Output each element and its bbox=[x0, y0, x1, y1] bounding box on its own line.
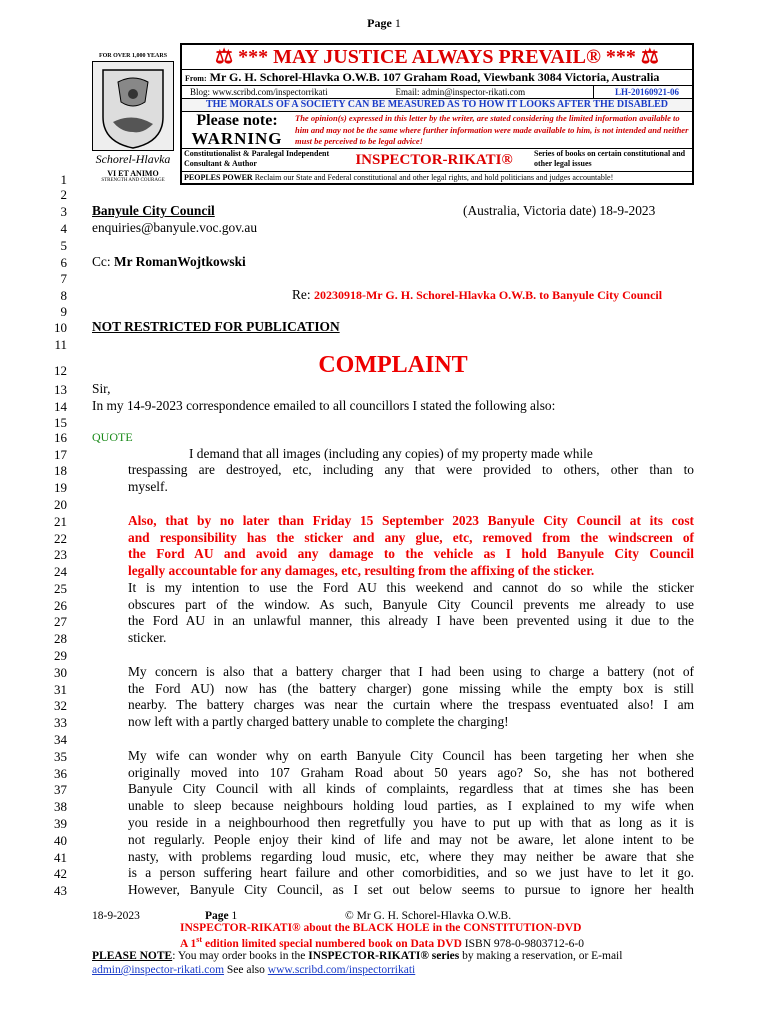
re-line bbox=[292, 287, 662, 303]
footer-book-line: INSPECTOR-RIKATI® about the BLACK HOLE in the CONSTITUTION-DVD bbox=[180, 922, 582, 934]
please-note: Please note: bbox=[196, 112, 278, 129]
logo-brand: Schorel-Hlavka bbox=[95, 152, 171, 166]
banner-stars-left: *** bbox=[238, 46, 269, 68]
quote-line-19: myself. bbox=[128, 479, 168, 494]
complaint-heading: COMPLAINT bbox=[318, 352, 468, 378]
page-label: Page bbox=[367, 16, 392, 30]
reference-code: LH-20160921-06 bbox=[593, 86, 692, 98]
line-number: 38 bbox=[54, 799, 67, 814]
line-number: 1 bbox=[60, 172, 67, 187]
footer-copyright: © Mr G. H. Schorel-Hlavka O.W.B. bbox=[345, 910, 512, 922]
footer-date: 18-9-2023 bbox=[92, 910, 140, 922]
line-number: 30 bbox=[54, 665, 67, 680]
body-line-37: Banyule City Council with all kinds of complaints, regardless that at times she has been bbox=[128, 781, 694, 796]
line-number: 14 bbox=[54, 399, 67, 414]
edition-b: edition limited special numbered book on Data DVD bbox=[202, 937, 462, 950]
re-text: 20230918-Mr G. H. Schorel-Hlavka O.W.B. to Banyule City Council bbox=[313, 288, 663, 302]
footer-email-link[interactable]: admin@inspector-rikati.com bbox=[92, 964, 225, 976]
footer-note bbox=[92, 950, 622, 962]
coat-of-arms-icon bbox=[92, 61, 174, 151]
footer-page-number: 1 bbox=[231, 910, 238, 922]
intro-line: In my 14-9-2023 correspondence emailed to all councillors I stated the following also: bbox=[92, 398, 556, 413]
footer-edition bbox=[180, 935, 584, 950]
series-text: Series of books on certain constitutional and other legal issues bbox=[534, 149, 686, 168]
banner-from-row bbox=[182, 70, 692, 86]
logo-top-text: FOR OVER 1,000 YEARS bbox=[98, 53, 168, 59]
banner-title: MAY JUSTICE ALWAYS PREVAIL bbox=[273, 46, 586, 68]
logo bbox=[90, 53, 176, 185]
logo-motto-sub: STRENGTH AND COURAGE bbox=[101, 178, 165, 183]
line-number: 2 bbox=[60, 187, 67, 202]
letter-date: (Australia, Victoria date) 18-9-2023 bbox=[463, 203, 656, 218]
salutation: Sir, bbox=[92, 381, 111, 396]
line-number: 37 bbox=[54, 782, 67, 797]
warning-row bbox=[182, 112, 692, 149]
line-number: 11 bbox=[54, 337, 67, 352]
line-number: 10 bbox=[54, 320, 67, 335]
line-number: 29 bbox=[54, 648, 67, 663]
line-number: 7 bbox=[60, 271, 67, 286]
line-number: 8 bbox=[60, 288, 67, 303]
morals-statement: THE MORALS OF A SOCIETY CAN BE MEASURED AS TO HOW IT LOOKS AFTER THE DISABLED bbox=[182, 99, 692, 112]
body-line-27: the Ford AU in an unlawful manner, this already I have been prevented using it due to the bbox=[128, 613, 694, 628]
line-number: 41 bbox=[54, 850, 67, 865]
edition-a: A 1 bbox=[180, 937, 197, 950]
line-number: 43 bbox=[54, 883, 67, 898]
quote-label: QUOTE bbox=[92, 430, 133, 444]
line-number: 32 bbox=[54, 698, 67, 713]
note-series: INSPECTOR-RIKATI® series bbox=[308, 950, 460, 962]
line-number: 13 bbox=[54, 382, 67, 397]
note-see: See also bbox=[224, 964, 268, 976]
body-line-31: the Ford AU) now has (the battery charger) gone missing while the empty box is still bbox=[128, 681, 694, 696]
body-line-26: obscures part of the window. As such, Banyule City Council prevents me already to use bbox=[128, 597, 694, 612]
body-line-35: My wife can wonder why on earth Banyule City Council has been targeting her when she bbox=[128, 748, 694, 763]
recipient-email[interactable]: enquiries@banyule.voc.gov.au bbox=[92, 220, 258, 235]
body-line-36: originally moved into 107 Graham Road about 50 years ago? So, she has not bothered bbox=[128, 765, 694, 780]
line-number: 12 bbox=[54, 363, 67, 378]
banner-stars-right: *** bbox=[605, 46, 636, 68]
brand-name: INSPECTOR-RIKATI® bbox=[355, 152, 513, 168]
line-number: 9 bbox=[60, 304, 67, 319]
banner-title-row bbox=[182, 45, 692, 70]
restriction-notice: NOT RESTRICTED FOR PUBLICATION bbox=[92, 319, 340, 334]
demand-line-23: the Ford AU and avoid any damage to the vehicle as I hold Banyule City Council bbox=[128, 546, 694, 561]
page-header bbox=[0, 16, 768, 31]
body-line-39: you reside in a neighbourhood then regretfully you have to put up with that as long as it is bbox=[128, 815, 694, 830]
body-line-40: not regularly. People enjoy their kind of life and may not be aware, let alone intent to be bbox=[128, 832, 694, 847]
body-line-38: unable to sleep because neighbours holding loud parties, as I explained to my wife when bbox=[128, 798, 694, 813]
body-line-43: However, Banyule City Council, as I set out below seems to pursue to ignore her health bbox=[128, 882, 694, 897]
line-number: 18 bbox=[54, 463, 67, 478]
warning-label: WARNING bbox=[191, 129, 283, 148]
line-number: 3 bbox=[60, 204, 67, 219]
line-number: 27 bbox=[54, 614, 67, 629]
line-number: 33 bbox=[54, 715, 67, 730]
line-number: 17 bbox=[54, 447, 67, 462]
logo-motto: VI ET ANIMO bbox=[107, 169, 159, 178]
line-number: 19 bbox=[54, 480, 67, 495]
line-number: 20 bbox=[54, 497, 67, 512]
cc-line bbox=[92, 254, 246, 270]
line-number: 23 bbox=[54, 547, 67, 562]
from-text: Mr G. H. Schorel-Hlavka O.W.B. 107 Graham Road, Viewbank 3084 Victoria, Australia bbox=[209, 70, 660, 84]
line-number: 42 bbox=[54, 866, 67, 881]
body-line-25: It is my intention to use the Ford AU this weekend and cannot do so while the sticker bbox=[128, 580, 694, 595]
body-line-30: My concern is also that a battery charger that I had been using to charge a battery (not of bbox=[128, 664, 694, 679]
line-number: 21 bbox=[54, 514, 67, 529]
quote-line-17: I demand that all images (including any copies) of my property made while bbox=[189, 446, 593, 461]
recipient: Banyule City Council bbox=[92, 203, 215, 218]
peoples-power-row bbox=[182, 172, 692, 184]
cc-label: Cc: bbox=[92, 254, 111, 269]
peoples-power-label: PEOPLES POWER bbox=[184, 173, 253, 182]
line-number: 6 bbox=[60, 255, 67, 270]
body-line-32: nearby. The battery charges was near the curtain where the trespass eventuated also! I am bbox=[128, 697, 694, 712]
line-number: 25 bbox=[54, 581, 67, 596]
scales-icon: ⚖ bbox=[215, 46, 234, 68]
line-number: 4 bbox=[60, 221, 67, 236]
banner-title-mark: ® bbox=[585, 46, 601, 68]
scales-icon: ⚖ bbox=[640, 46, 659, 68]
note-label: PLEASE NOTE bbox=[92, 950, 173, 962]
demand-line-22: and responsibility has the sticker and any glue, etc, removed from the windscreen of bbox=[128, 530, 694, 545]
footer-links bbox=[92, 964, 415, 976]
from-label: From: bbox=[185, 74, 207, 83]
body-line-42: is a person suffering heart failure and other comorbidities, and so we just have to let it go. bbox=[128, 865, 694, 880]
letterhead-banner bbox=[180, 43, 694, 185]
note-b: by making a reservation, or E-mail bbox=[459, 950, 623, 962]
footer-url-link[interactable]: www.scribd.com/inspectorrikati bbox=[267, 964, 416, 976]
cc-name: Mr RomanWojtkowski bbox=[113, 254, 246, 269]
line-number: 36 bbox=[54, 766, 67, 781]
re-label: Re: bbox=[292, 287, 311, 302]
line-number: 35 bbox=[54, 749, 67, 764]
line-number: 5 bbox=[60, 238, 67, 253]
line-number: 28 bbox=[54, 631, 67, 646]
demand-line-21: Also, that by no later than Friday 15 September 2023 Banyule City Council at its cost bbox=[128, 513, 694, 528]
blog-link[interactable]: Blog: www.scribd.com/inspectorrikati bbox=[190, 87, 328, 97]
line-number: 24 bbox=[54, 564, 67, 579]
footer-page-label: Page bbox=[205, 910, 229, 922]
isbn: ISBN 978-0-9803712-6-0 bbox=[464, 937, 584, 950]
banner-contact-row bbox=[182, 86, 692, 99]
note-a: : You may order books in the bbox=[172, 950, 309, 962]
line-number: 26 bbox=[54, 598, 67, 613]
body-line-28: sticker. bbox=[128, 630, 167, 645]
peoples-power-text: Reclaim our State and Federal constitutional and other legal rights, and hold politicians and judges accountable! bbox=[254, 173, 614, 182]
quote-line-18: trespassing are destroyed, etc, including any that were provided to others, other than to bbox=[128, 462, 694, 477]
line-number: 34 bbox=[54, 732, 67, 747]
brand-row bbox=[182, 149, 692, 172]
disclaimer: The opinion(s) expressed in this letter by the writer, are stated considering the limited information available to him and may not be the same where further information were made available to him, is not intended and neither must be perceived to be legal advice! bbox=[295, 113, 689, 146]
line-number: 16 bbox=[54, 430, 67, 445]
line-number: 15 bbox=[54, 415, 67, 430]
demand-line-24: legally accountable for any damages, etc, resulting from the affixing of the sticker. bbox=[128, 563, 595, 578]
constitutionalist-text: Constitutionalist & Paralegal Independent Consultant & Author bbox=[184, 149, 330, 168]
warning-box bbox=[182, 112, 292, 148]
line-number: 40 bbox=[54, 833, 67, 848]
body-line-33: now left with a partly charged battery unable to complete the charging! bbox=[128, 714, 509, 729]
page-number: 1 bbox=[394, 16, 401, 30]
line-number: 39 bbox=[54, 816, 67, 831]
line-number: 22 bbox=[54, 531, 67, 546]
footer-page bbox=[205, 910, 237, 922]
edition-sup: st bbox=[196, 935, 203, 944]
email-link[interactable]: Email: admin@inspector-rikati.com bbox=[395, 87, 526, 97]
body-line-41: nasty, with problems regarding loud music, etc, where they may neither be aware that she bbox=[128, 849, 694, 864]
line-number: 31 bbox=[54, 682, 67, 697]
